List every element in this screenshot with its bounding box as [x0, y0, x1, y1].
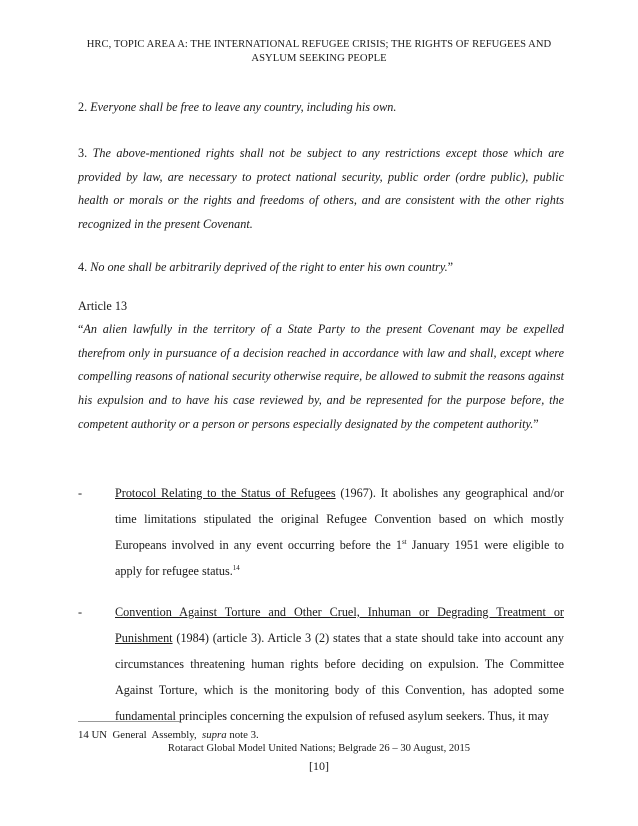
ordinal-suffix: st [401, 537, 407, 546]
item-number: 3. [78, 146, 88, 160]
bullet-protocol [115, 481, 564, 585]
paragraph-item-4 [78, 256, 564, 280]
page-number: [10] [309, 759, 329, 773]
bullet-dash-2: - [78, 605, 83, 619]
article-13-quote [78, 318, 564, 437]
closing-quote: ” [447, 260, 454, 274]
paragraph-item-2 [78, 96, 564, 120]
item-text: Everyone shall be free to leave any country, including his own. [90, 100, 397, 114]
item-text: The above-mentioned rights shall not be subject to any restrictions except those which are provided by law, are necessary to protect national security, public order (ordre public), public health or morals or the rights and freedoms of others, and are consistent with the other rights recognized in the present Covenant. [78, 146, 564, 232]
item-number: 2. [78, 100, 88, 114]
footnote-text-a: UN General Assembly, [88, 729, 203, 741]
footnote-number: 14 [78, 729, 89, 741]
article-13-heading: Article 13 [78, 299, 128, 313]
protocol-text-a: (1967). It abolishes any geographical and/or time limitations stipulated the original Refugee Convention based on which mostly Europeans involved in any event occurring before the 1 [115, 486, 564, 552]
footnote-separator [78, 721, 180, 722]
protocol-title: Protocol Relating to the Status of Refugees [115, 486, 336, 500]
header-line-2: ASYLUM SEEKING PEOPLE [251, 53, 387, 64]
paragraph-item-3 [78, 142, 564, 237]
header-line-1: HRC, TOPIC AREA A: THE INTERNATIONAL REFUGEE CRISIS; THE RIGHTS OF REFUGEES AND [86, 39, 552, 50]
close-quote: ” [533, 416, 539, 431]
convention-text: (1984) (article 3). Article 3 (2) states that a state should take into account any circumstances threatening human rights before deciding on expulsion. The Committee Against Torture, which is the monitoring body of this Convention, has adopted some fundamental principles concerning the expulsion of refused asylum seekers. Thus, it may [115, 630, 564, 723]
bullet-convention-torture [115, 600, 564, 730]
footnote-ref: 14 [232, 563, 240, 572]
item-text: No one shall be arbitrarily deprived of the right to enter his own country. [90, 260, 448, 274]
footnote-italic: supra [202, 729, 227, 741]
article-13-text: An alien lawfully in the territory of a State Party to the present Covenant may be expelled therefrom only in pursuance of a decision reached in accordance with law and shall, except where compelling reasons of national security otherwise require, be allowed to submit the reasons against his expulsion and to have his case reviewed by, and be represented for the purpose before, the competent authority or a person or persons especially designated by the competent authority. [78, 322, 564, 431]
footnote-14 [78, 729, 259, 741]
protocol-text-b: January 1951 were eligible to apply for refugee status. [115, 537, 564, 578]
running-header [60, 38, 578, 66]
open-quote: “ [78, 322, 84, 336]
convention-title: Convention Against Torture and Other Cruel, Inhuman or Degrading Treatment or Punishment [115, 605, 564, 645]
running-footer: Rotaract Global Model United Nations; Belgrade 26 – 30 August, 2015 [167, 743, 471, 754]
bullet-dash-1: - [78, 486, 83, 500]
footnote-text-b: note 3. [226, 729, 259, 741]
item-number: 4. [78, 260, 88, 274]
